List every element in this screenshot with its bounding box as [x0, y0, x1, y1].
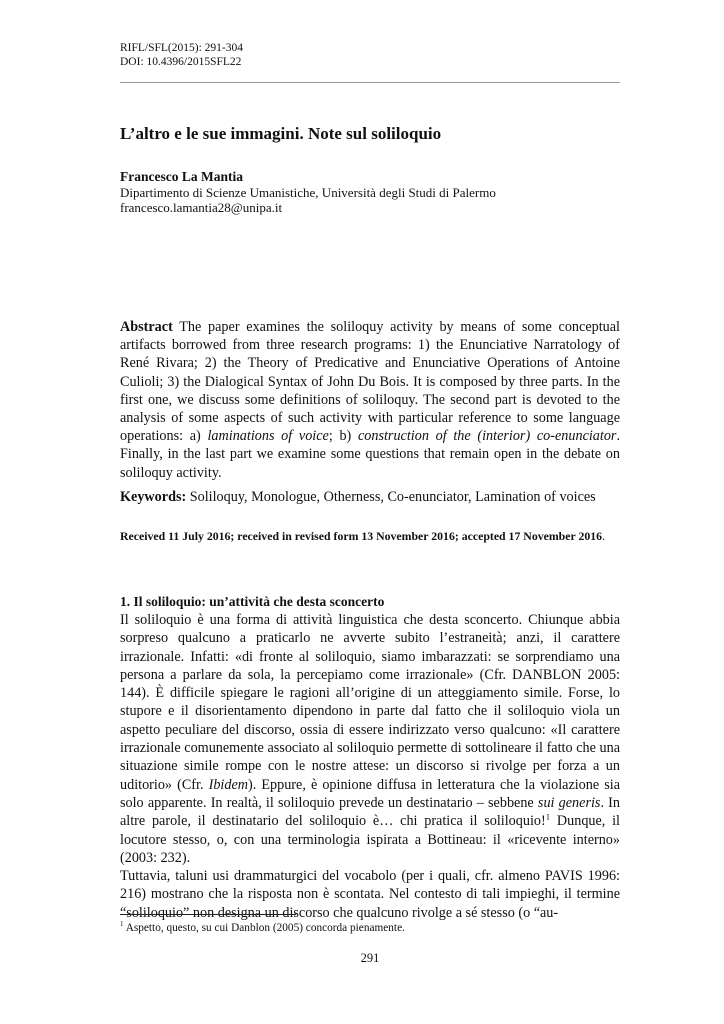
header-rule [120, 82, 620, 83]
ibidem-italic: Ibidem [208, 776, 248, 793]
author-name: Francesco La Mantia [120, 169, 243, 184]
footnote [120, 922, 405, 934]
abstract-text-2: ; b) [328, 428, 358, 445]
author-affiliation: Dipartimento di Scienze Umanistiche, Università degli Studi di Palermo [120, 184, 496, 200]
abstract-italic-1: laminations of voice [207, 428, 329, 445]
footnote-text: Aspetto, questo, su cui Danblon (2005) concorda pienamente. [123, 922, 405, 934]
abstract-text-1: The paper examines the soliloquy activity by means of some conceptual artifacts borrowed from three research programs: 1) the Enunciative Narratology of René Rivara; 2) the Theory of Predicative and Enunciative Operations of Antoine Culioli; 3) the Dialogical Syntax of John Du Bois. It is composed by three parts. In the first one, we discuss some definitions of soliloquy. The second part is devoted to the analysis of some aspects of such activity with particular reference to some language operations: a) [120, 319, 620, 445]
page-number: 291 [360, 951, 380, 965]
keywords-text: Soliloquy, Monologue, Otherness, Co-enunciator, Lamination of voices [186, 489, 596, 505]
paragraph-text: Dunque, il locutore stesso, o, con una terminologia ispirata a Bottineau: il «ricevente interno» (2003: 232). [120, 813, 620, 866]
footnote-mark: 1 [120, 920, 124, 929]
sui-generis-italic: sui generis [537, 794, 601, 811]
author-email: francesco.lamantia28@unipa.it [120, 200, 283, 215]
keywords [120, 488, 620, 506]
paragraph-text: Il soliloquio è una forma di attività linguistica che desta sconcerto. Chiunque abbia sorpreso qualcuno a praticarlo ne avverte subito l’estraneità; anzi, il carattere irrazionale. Infatti: «di fronte al soliloquio, siamo imbarazzati: se sorprendiamo una persona a parlare da sola, la percepiamo come irrazionale» (Cfr. DANBLON 2005: 144). È difficile spiegare le ragioni all’origine di un atteggiamento simile. Forse, lo stupore e il disorientamento dipendono in parte dal fatto che il soliloquio viola un aspetto peculiare del discorso, ossia di essere indirizzato verso qualcuno: «Il carattere irrazionale comunemente associato al soliloquio permette di sottolineare il fatto che una situazione simile rompe con le nostre attese: un discorso si rivolge per forza a un uditorio» (Cfr. [120, 612, 620, 793]
received-end: . [602, 529, 606, 543]
abstract [120, 318, 620, 482]
received-text: Received 11 July 2016; received in revised form 13 November 2016; accepted 17 November 2016 [120, 529, 603, 543]
footnote-reference[interactable]: 1 [545, 811, 551, 822]
paper-title: L’altro e le sue immagini. Note sul soliloquio [120, 124, 442, 143]
running-header [120, 41, 243, 69]
paragraph: Tuttavia, taluni usi drammaturgici del vocabolo (per i quali, cfr. almeno PAVIS 1996: 216) mostrano che la risposta non è scontata. Nel contesto di tali impieghi, il termine “soliloquio” non designa un discorso che qualcuno rivolge a sé stesso (o “au- [120, 868, 620, 921]
footnote-rule [120, 914, 296, 915]
journal-reference: RIFL/SFL(2015): 291-304 [120, 42, 243, 54]
keywords-label: Keywords: [120, 489, 187, 505]
section-title: 1. Il soliloquio: un’attività che desta sconcerto [120, 594, 385, 609]
section-body [120, 611, 620, 922]
abstract-text-3: . Finally, in the last part we examine some questions that remain open in the debate on soliloquy activity. [120, 428, 621, 481]
paragraph [120, 611, 620, 867]
doi: DOI: 10.4396/2015SFL22 [120, 56, 242, 68]
received-dates [120, 528, 620, 544]
paragraph-text: . In altre parole, il destinatario del soliloquio è… chi pratica il soliloquio! [120, 794, 620, 830]
abstract-italic-2: construction of the (interior) co-enunciator [357, 428, 617, 445]
paragraph-text: ). Eppure, è opinione diffusa in letteratura che la violazione sia solo apparente. In realtà, il soliloquio prevede un destinatario – sebbene [120, 776, 621, 811]
author-block [120, 169, 496, 216]
abstract-label: Abstract [120, 319, 173, 335]
